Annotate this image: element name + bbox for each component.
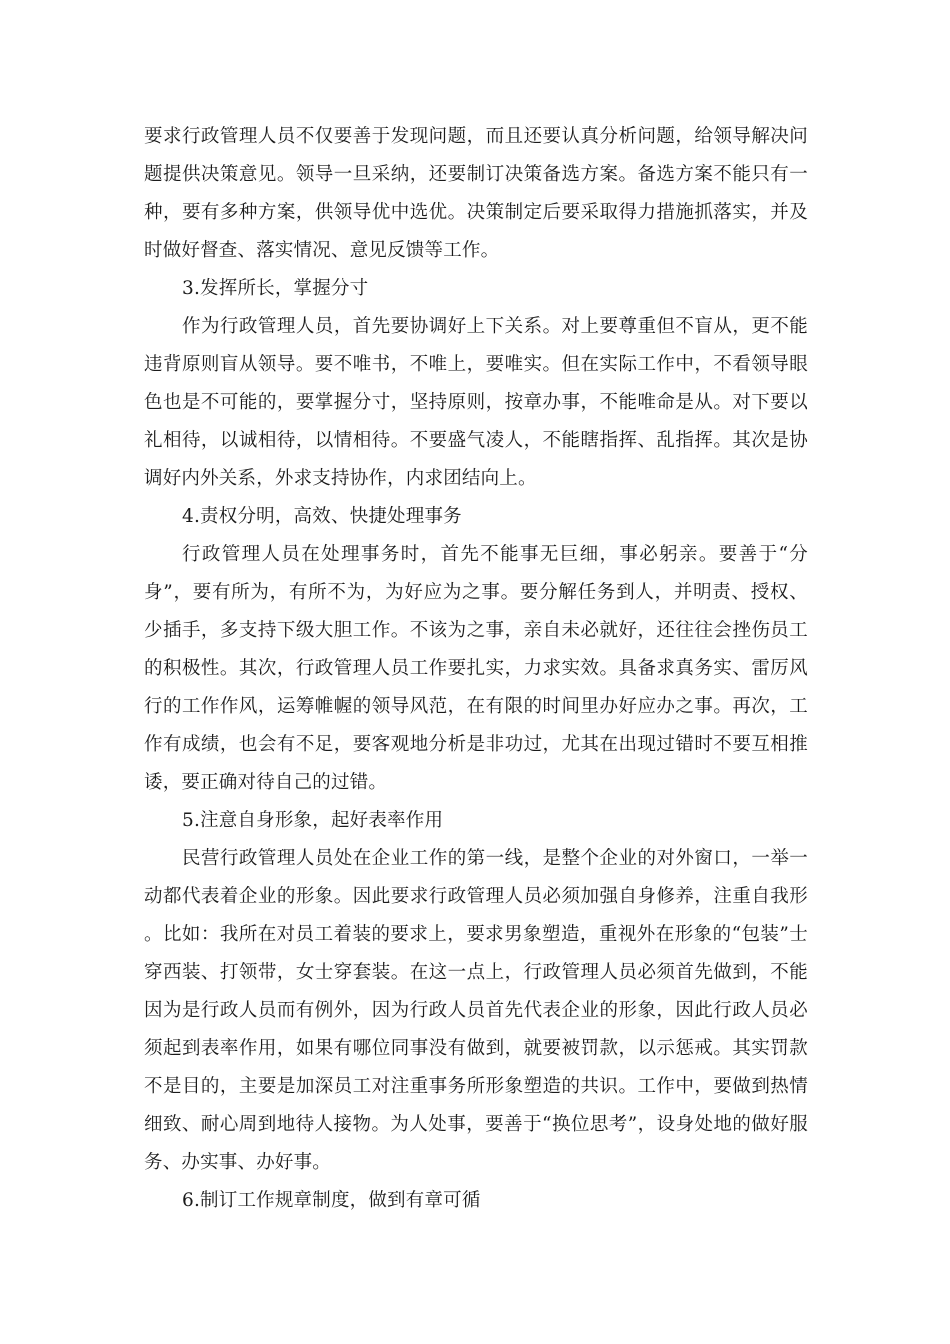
- paragraph-decision-support: 要求行政管理人员不仅要善于发现问题，而且还要认真分析问题，给领导解决问题提供决策意见。领导一旦采纳，还要制订决策备选方案。备选方案不能只有一种，要有多种方案，供领导优中选优。决策制定后要采取得力措施抓落实，并及时做好督查、落实情况、意见反馈等工作。: [144, 126, 808, 261]
- paragraph-coordinate-relations: 作为行政管理人员，首先要协调好上下关系。对上要尊重但不盲从，更不能违背原则盲从领导。要不唯书，不唯上，要唯实。但在实际工作中，不看领导眼色也是不可能的，要掌握分寸，坚持原则，按章办事，不能唯命是从。对下要以礼相待，以诚相待，以情相待。不要盛气凌人，不能瞎指挥、乱指挥。其次是协调好内外关系，外求支持协作，内求团结向上。: [144, 316, 808, 489]
- document-body: [144, 118, 808, 1220]
- paragraph-handle-affairs: 行政管理人员在处理事务时，首先不能事无巨细，事必躬亲。要善于“分身”，要有所为，有所不为，为好应为之事。要分解任务到人，并明责、授权、少插手，多支持下级大胆工作。不该为之事，亲自未必就好，还往往会挫伤员工的积极性。其次，行政管理人员工作要扎实，力求实效。具备求真务实、雷厉风行的工作作风，运筹帷幄的领导风范，在有限的时间里办好应办之事。再次，工作有成绩，也会有不足，要客观地分析是非功过，尤其在出现过错时不要互相推诿，要正确对待自己的过错。: [144, 544, 808, 793]
- section-heading-4: 4.责权分明，高效、快捷处理事务: [182, 506, 462, 527]
- paragraph-self-image: 民营行政管理人员处在企业工作的第一线，是整个企业的对外窗口，一举一动都代表着企业的形象。因此要求行政管理人员必须加强自身修养，注重自我形 。比如：我所在对员工着装的要求上，要求男象塑造，重视外在形象的“包装”士穿西装、打领带，女士穿套装。在这一点上，行政管理人员必须首先做到，不能因为是行政人员而有例外，因为行政人员首先代表企业的形象，因此行政人员必须起到表率作用，如果有哪位同事没有做到，就要被罚款，以示惩戒。其实罚款不是目的，主要是加深员工对注重事务所形象塑造的共识。工作中，要做到热情细致、耐心周到地待人接物。为人处事，要善于“换位思考”，设身处地的做好服务、办实事、办好事。: [144, 848, 808, 1173]
- section-heading-3: 3.发挥所长，掌握分寸: [182, 278, 369, 299]
- section-heading-6: 6.制订工作规章制度，做到有章可循: [182, 1190, 481, 1211]
- section-heading-5: 5.注意自身形象，起好表率作用: [182, 810, 444, 831]
